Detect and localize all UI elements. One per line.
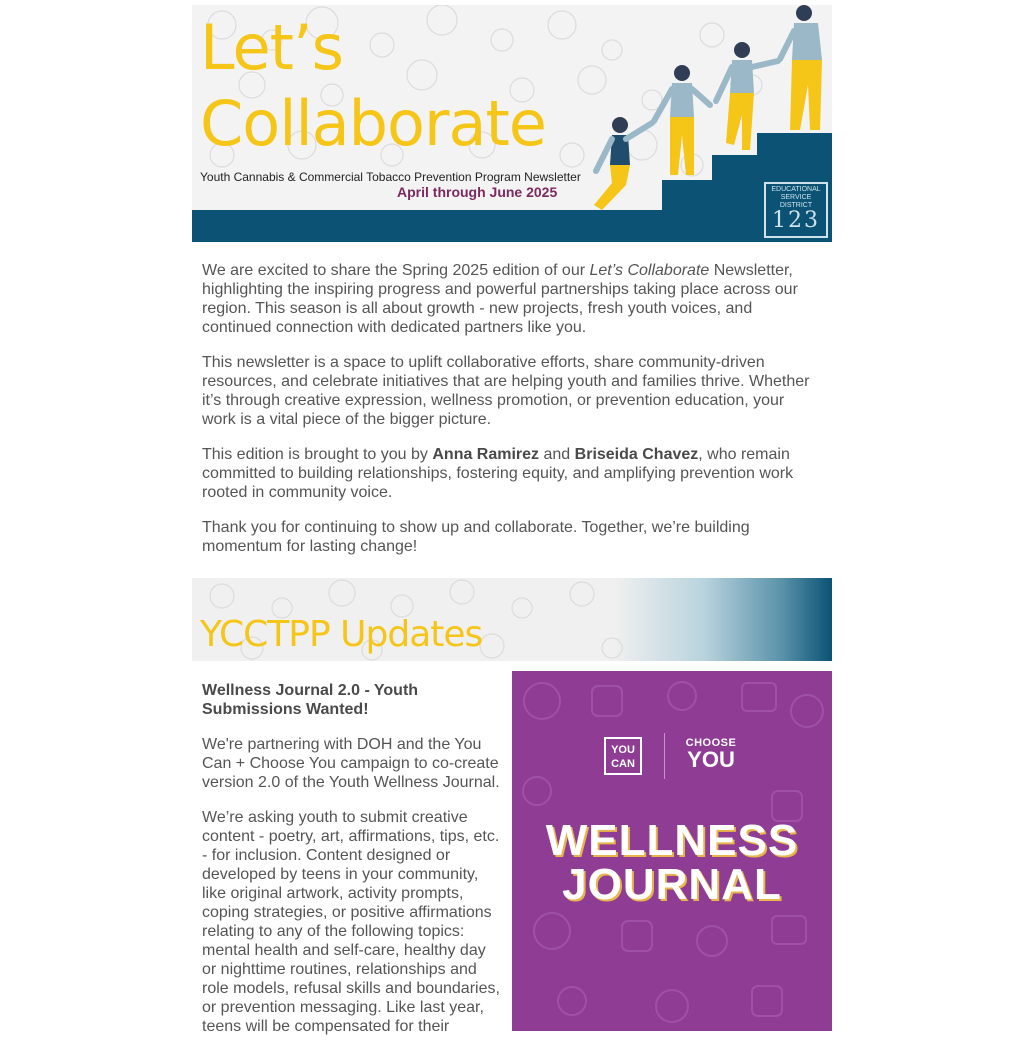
header-banner	[192, 5, 832, 242]
newsletter	[192, 5, 832, 1035]
choose-you-logo	[678, 737, 744, 771]
article-paragraph: We’re asking youth to submit creative content - poetry, art, affirmations, tips, etc. - for inclusion. Content designed or developed by teens in your community, like original artwork, activity prompts, coping strategies, or positive affirmations relating to any of the following topics: mental health and self-care, healthy day or nighttime routines, relationships and role models, refusal skills and boundaries, or prevention messaging. Like last year, teens will be compensated for their	[202, 809, 500, 1035]
article-paragraph: We're partnering with DOH and the You Can + Choose You campaign to co-create version 2.0 of the Youth Wellness Journal.	[202, 736, 500, 791]
journal-title-line1: WELLNESS	[545, 816, 799, 865]
text-span: and	[539, 446, 575, 463]
logo-line: SERVICE	[780, 194, 812, 201]
intro-section	[192, 261, 832, 556]
educational-service-district-logo	[764, 182, 828, 238]
author-name: Anna Ramirez	[432, 446, 540, 463]
update-article	[202, 681, 504, 1052]
banner-title-line2: Collaborate	[200, 87, 546, 160]
section-banner	[192, 578, 832, 661]
you-can-logo: YOU CAN	[604, 737, 642, 775]
logo-line: EDUCATIONAL	[771, 186, 821, 193]
wellness-journal-image	[512, 671, 832, 1031]
intro-paragraph	[202, 261, 822, 337]
banner-subtitle: Youth Cannabis & Commercial Tobacco Prevention Program Newsletter	[200, 170, 581, 184]
choose-you-bottom: YOU	[687, 747, 735, 772]
logo-divider	[664, 733, 665, 779]
banner-title-line1: Let’s	[200, 11, 343, 84]
intro-paragraph: This newsletter is a space to uplift collaborative efforts, share community-driven resources, and celebrate initiatives that are helping youth and families thrive. Whether it’s through creative expression, wellness promotion, or prevention education, your work is a vital piece of the bigger picture.	[202, 354, 810, 428]
section-title: YCCTPP Updates	[200, 614, 483, 655]
intro-paragraph	[202, 445, 822, 502]
text-span: This edition is brought to you by	[202, 446, 433, 463]
banner-date: April through June 2025	[397, 184, 558, 200]
text-span: , who remain committed to building relationships, fostering equity, and amplifying prevention work rooted in community voice.	[202, 446, 794, 501]
logo-line: DISTRICT	[779, 202, 813, 209]
text-span: We are excited to share the Spring 2025 edition of our	[202, 262, 590, 279]
author-name: Briseida Chavez	[574, 446, 699, 463]
intro-paragraph: Thank you for continuing to show up and collaborate. Together, we’re building momentum for lasting change!	[202, 519, 750, 555]
choose-you-top: CHOOSE	[685, 737, 737, 749]
journal-title-line2: JOURNAL	[562, 860, 782, 909]
logo-number: 123	[772, 208, 820, 233]
newsletter-name: Let’s Collaborate	[589, 262, 710, 279]
text-span: Newsletter, highlighting the inspiring progress and powerful partnerships taking place across our region. This season is all about growth - new projects, fresh youth voices, and continued connection with dedicated partners like you.	[202, 262, 798, 336]
article-heading: Wellness Journal 2.0 - Youth Submissions Wanted!	[202, 682, 419, 718]
